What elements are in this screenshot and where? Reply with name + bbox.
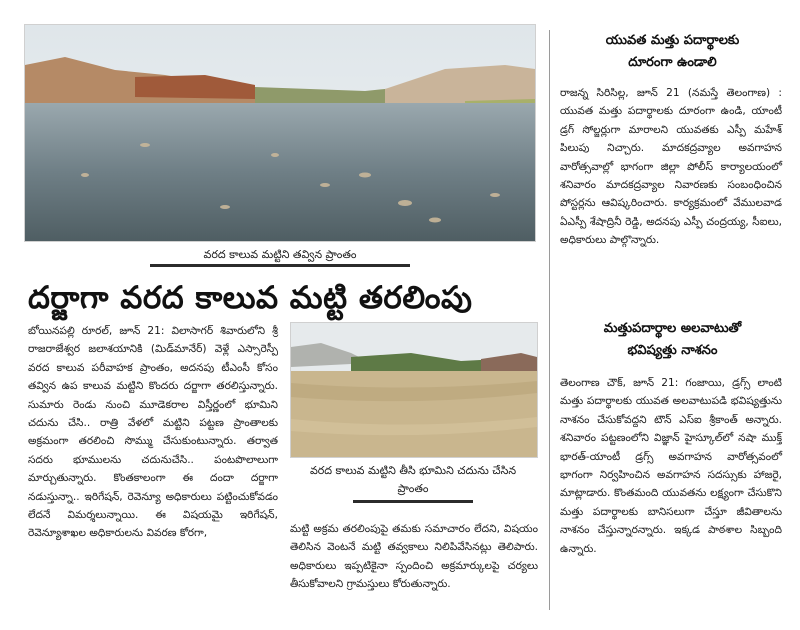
photo-caption-canal: వరద కాలువ మట్టిని తవ్విన ప్రాంతం [150,246,410,267]
side-article-2-text: తెలంగాణ చౌక్‌, జూన్‌ 21: గంజాయి, డ్రగ్స్‌ లాంటి మత్తు పదార్థాలకు యువత అలవాటుపడి భవిష్యత్తును నాశనం చేసుకోవద్దని టౌన్‌ ఎస్‌ఐ శ్రీకాంత్‌ అన్నారు. శనివారం పట్టణంలోని విజ్ఞాన్‌ హైస్కూల్‌లో నషా ముక్త్‌ భారత్‌-యాంటీ డ్రగ్స్‌ అవగాహన వారోత్సవంలో భాగంగా నిర్వహించిన అవగాహన సదస్సుకు హాజరై, మాట్లాడారు. కొంతమంది యువతను లక్ష్యంగా చేసుకొని మత్తు పదార్థాలకు బానిసలుగా చేస్తూ జీవితాలను నాశనం చేస్తున్నారన్నారు. ఇక్కడ పాఠశాల సిబ్బంది ఉన్నారు. [560,377,782,555]
levelled-land-photo [290,322,538,458]
column-divider [549,30,550,610]
main-article-body-left [28,322,278,543]
side-headline-1-line2: దూరంగా ఉండాలి [628,55,717,70]
side-headline-2-line1: మత్తుపదార్థాల అలవాటుతో [603,321,742,336]
side-headline-1 [560,30,785,74]
main-article-text-cont: మట్టి అక్రమ తరలింపుపై తమకు సమాచారం లేదని, విషయం తెలిసిన వెంటనే మట్టి తవ్వకాలు నిలిపివేసినట్లు తెలిపారు. అధికారులు ఇప్పటికైనా స్పందించి అక్రమార్కులపై చర్యలు తీసుకోవాలని గ్రామస్తులు కోరుతున్నారు. [290,523,538,591]
flooded-canal-photo [24,24,536,242]
side-article-2-body [560,374,782,558]
main-article-text: బోయినపల్లి రూరల్‌, జూన్‌ 21: విలాసాగర్‌ శివారులోని శ్రీ రాజరాజేశ్వర జలాశయానికి (మిడ్‌మానేర్‌) వెళ్లే ఎస్సారెస్పీ వరద కాలువ పరీవాహక ప్రాంతం, అదనపు టీఎంసీ కోసం తవ్విన ఉప కాలువ మట్టిని కొందరు దర్జాగా తరలిస్తున్నారు. సుమారు రెండు నుంచి మూడెకరాల విస్తీర్ణంలో భూమిని చదును చేసి.. రాత్రి వేళలో మట్టిని పట్టణ ప్రాంతాలకు అక్రమంగా తరలించి సొమ్ము చేసుకుంటున్నారు. తర్వాత సదరు భూములను చదునుచేసి.. పంటపొలాలుగా మార్చుతున్నారు. కొంతకాలంగా ఈ దందా దర్జాగా నడుస్తున్నా.. ఇరిగేషన్‌, రెవెన్యూ అధికారులు పట్టించుకోవడం లేదనే విమర్శలున్నాయి. ఈ విషయమై ఇరిగేషన్‌, రెవెన్యూశాఖల అధికారులను వివరణ కోరగా, [28,325,278,540]
side-article-1-text: రాజన్న సిరిసిల్ల, జూన్‌ 21 (నమస్తే తెలంగాణ) : యువత మత్తు పదార్థాలకు దూరంగా ఉండి, యాంటీ డ్రగ్‌ సోల్జర్లుగా మారాలని యువతకు ఎస్పీ మహేశ్‌ పిలుపు నిచ్చారు. మాదకద్రవ్యాల అవగాహన వారోత్సవాల్లో భాగంగా జిల్లా పోలీస్‌ కార్యాలయంలో శనివారం మాదకద్రవ్యాల నివారణకు సంబంధించిన పోస్టర్లను ఆవిష్కరించారు. కార్యక్రమంలో వేములవాడ ఏఎస్పీ శేషాద్రినీ రెడ్డి, అదనపు ఎస్పీ చంద్రయ్య, సీఐలు, అధికారులు పాల్గొన్నారు. [560,87,782,247]
side-headline-1-line1: యువత మత్తు పదార్థాలకు [605,33,740,48]
caption-underline [353,500,473,503]
side-headline-2 [560,318,785,362]
main-headline: దర్జాగా వరద కాలువ మట్టి తరలింపు [28,280,473,316]
side-article-1-body [560,84,782,250]
main-article-body-right [290,520,538,594]
photo2-caption-text: వరద కాలువ మట్టిని తీసి భూమిని చదును చేసిన ప్రాంతం [309,464,517,495]
photo-caption-land [300,462,526,503]
side-headline-2-line2: భవిష్యత్తు నాశనం [627,343,718,358]
